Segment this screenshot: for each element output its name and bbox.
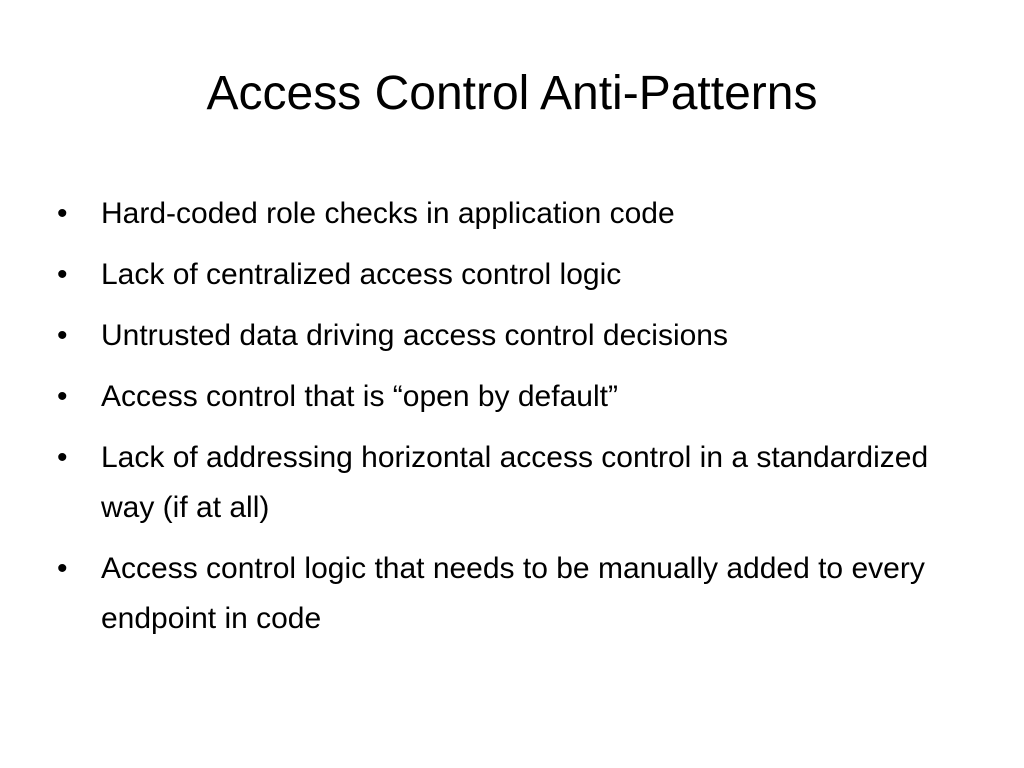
bullet-text: Lack of centralized access control logic [101,258,622,291]
bullet-item [55,544,955,644]
bullet-item [55,311,955,361]
bullet-dot-icon: • [57,258,68,291]
bullet-text: Hard-coded role checks in application code [101,197,675,230]
bullet-dot-icon: • [57,319,68,352]
bullet-text: Untrusted data driving access control decisions [101,319,728,352]
bullet-dot-icon: • [57,441,68,474]
bullet-item [55,250,955,300]
bullet-item [55,372,955,422]
bullet-list [55,189,955,655]
bullet-dot-icon: • [57,380,68,413]
bullet-dot-icon: • [57,552,68,585]
slide-title: Access Control Anti-Patterns [206,67,818,120]
bullet-item [55,433,955,533]
bullet-item [55,189,955,239]
bullet-text: Lack of addressing horizontal access control in a standardized way (if at all) [101,441,929,524]
bullet-text: Access control logic that needs to be manually added to every endpoint in code [101,552,925,635]
bullet-dot-icon: • [57,197,68,230]
bullet-text: Access control that is “open by default” [101,380,618,413]
